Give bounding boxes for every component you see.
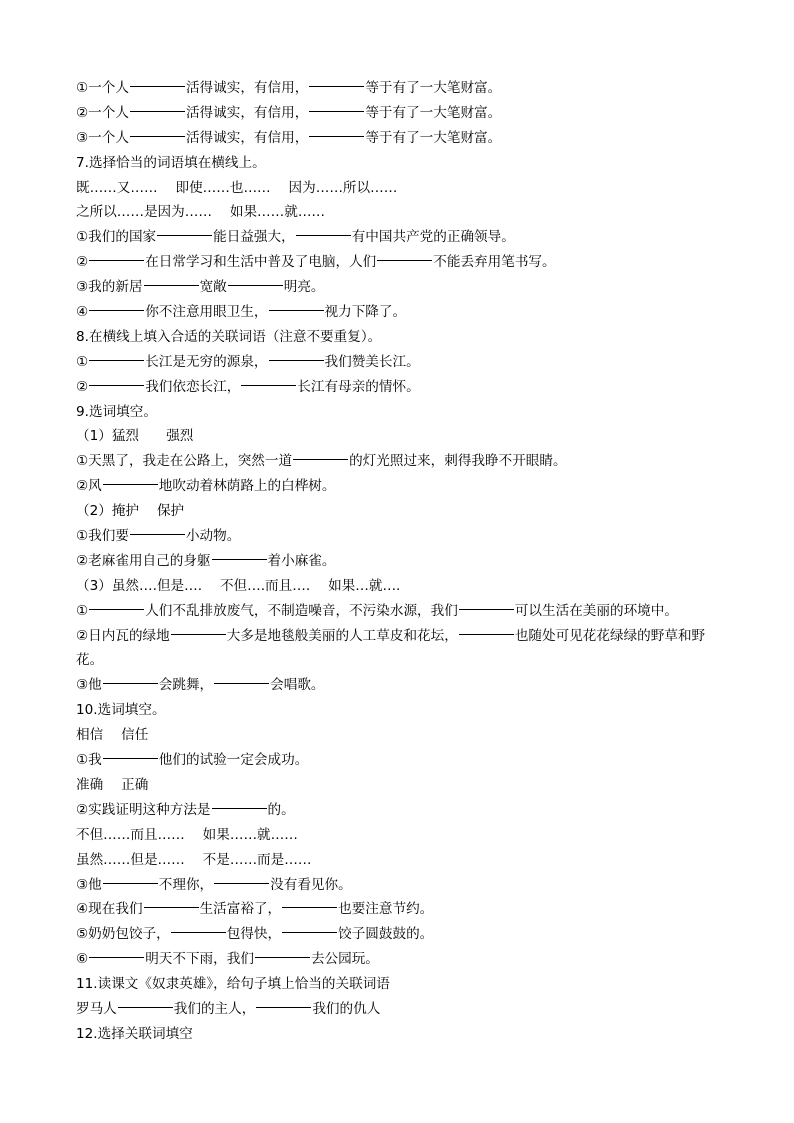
text-segment: ③他 <box>76 677 102 694</box>
text-segment: 大多是地毯般美丽的人工草皮和花坛， <box>226 627 458 644</box>
text-segment: 也随处可见花花绿绿的野草和野 <box>514 627 706 644</box>
q10-options-4 <box>76 848 726 873</box>
text-segment: 不理你， <box>158 876 214 893</box>
text-segment: 明天不下雨，我们 <box>145 951 254 968</box>
q11-title <box>76 972 726 997</box>
q9-3-item-1 <box>76 599 726 624</box>
q10-options-2 <box>76 773 726 798</box>
text-segment: ② <box>76 254 89 271</box>
fill-in-blank[interactable] <box>144 284 199 286</box>
fill-in-blank[interactable] <box>293 458 348 460</box>
q7-item-2 <box>76 250 726 275</box>
text-segment: 他们的试验一定会成功。 <box>158 752 309 769</box>
text-segment: 10.选词填空。 <box>76 702 166 719</box>
q7-item-3 <box>76 275 726 300</box>
fill-in-blank[interactable] <box>89 384 144 386</box>
fill-in-blank[interactable] <box>103 682 158 684</box>
text-segment: 没有看见你。 <box>270 876 352 893</box>
fill-in-blank[interactable] <box>130 533 185 535</box>
text-segment: 活得诚实，有信用， <box>185 129 309 146</box>
fill-in-blank[interactable] <box>89 359 144 361</box>
fill-in-blank[interactable] <box>282 906 337 908</box>
text-segment: 视力下降了。 <box>324 304 407 321</box>
text-segment: ②老麻雀用自己的身躯 <box>76 552 211 569</box>
q10-item-5 <box>76 922 726 947</box>
fill-in-blank[interactable] <box>228 284 283 286</box>
q7-options-2 <box>76 200 726 225</box>
fill-in-blank[interactable] <box>269 359 324 361</box>
text-segment: 生活富裕了， <box>199 901 282 918</box>
fill-in-blank[interactable] <box>89 956 144 958</box>
text-segment: 着小麻雀。 <box>267 552 336 569</box>
text-segment: ①我们的国家 <box>76 229 157 246</box>
q9-1-item-2 <box>76 474 726 499</box>
text-segment: 长江有母亲的情怀。 <box>297 378 420 395</box>
text-segment: 会跳舞， <box>158 677 214 694</box>
text-segment: ①天黑了，我走在公路上，突然一道 <box>76 453 293 470</box>
text-segment: 宽敞 <box>199 279 227 296</box>
q10-item-2 <box>76 798 726 823</box>
text-segment: （1）猛烈 强烈 <box>76 428 194 445</box>
q10-item-1 <box>76 748 726 773</box>
q7-options-1 <box>76 176 726 201</box>
text-segment: 12.选择关联词填空 <box>76 1025 193 1042</box>
fill-in-blank[interactable] <box>103 483 158 485</box>
text-segment: ④现在我们 <box>76 901 143 918</box>
fill-in-blank[interactable] <box>214 882 269 884</box>
q11-item-1 <box>76 997 726 1022</box>
q9-2-item-2 <box>76 549 726 574</box>
text-segment: 的灯光照过来，刺得我睁不开眼睛。 <box>349 453 567 470</box>
fill-in-blank[interactable] <box>459 633 514 635</box>
text-segment: 地吹动着林荫路上的白桦树。 <box>158 478 336 495</box>
text-segment: 你不注意用眼卫生， <box>145 304 268 321</box>
q9-3-item-2-cont <box>76 648 726 673</box>
fill-in-blank[interactable] <box>144 906 199 908</box>
text-segment: 长江是无穷的源泉， <box>145 353 268 370</box>
text-segment: 我们赞美长江。 <box>324 353 420 370</box>
q7-item-4 <box>76 300 726 325</box>
q9-title <box>76 400 726 425</box>
text-segment: 在日常学习和生活中普及了电脑，人们 <box>145 254 377 271</box>
text-segment: 等于有了一大笔财富。 <box>365 104 502 121</box>
text-segment: 也要注意节约。 <box>338 901 434 918</box>
text-segment: ②日内瓦的绿地 <box>76 627 170 644</box>
text-segment: ①我们要 <box>76 528 129 545</box>
fill-in-blank[interactable] <box>309 85 364 87</box>
q10-options-3 <box>76 823 726 848</box>
text-segment: ⑥ <box>76 951 89 968</box>
fill-in-blank[interactable] <box>171 931 226 933</box>
text-segment: 饺子圆鼓鼓的。 <box>338 926 434 943</box>
fill-in-blank[interactable] <box>309 135 364 137</box>
text-segment: 去公园玩。 <box>310 951 379 968</box>
text-segment: ④ <box>76 304 89 321</box>
fill-in-blank[interactable] <box>212 807 267 809</box>
fill-in-blank[interactable] <box>377 259 432 261</box>
text-segment: ①一个人 <box>76 80 129 96</box>
text-segment: ②一个人 <box>76 104 129 121</box>
text-segment: 11.读课文《奴隶英雄》，给句子填上恰当的关联词语 <box>76 976 390 993</box>
q9-1-item-1 <box>76 449 726 474</box>
q10-item-4 <box>76 897 726 922</box>
q7-item-1 <box>76 225 726 250</box>
text-segment: 包得快， <box>226 926 282 943</box>
q7-title <box>76 151 726 176</box>
text-segment: 之所以……是因为…… 如果……就…… <box>76 204 326 221</box>
text-segment: ③他 <box>76 876 102 893</box>
q6-item-2 <box>76 101 726 126</box>
text-segment: ② <box>76 378 89 395</box>
text-segment: 8.在横线上填入合适的关联词语（注意不要重复）。 <box>76 328 382 345</box>
text-segment: 我们的主人， <box>173 1000 256 1017</box>
fill-in-blank[interactable] <box>89 309 144 311</box>
text-segment: 活得诚实，有信用， <box>185 104 309 121</box>
text-segment: 我们依恋长江， <box>145 378 241 395</box>
fill-in-blank[interactable] <box>269 309 324 311</box>
fill-in-blank[interactable] <box>89 608 144 610</box>
q8-item-1 <box>76 350 726 375</box>
text-segment: 7.选择恰当的词语填在横线上。 <box>76 154 266 171</box>
fill-in-blank[interactable] <box>103 757 158 759</box>
text-segment: 既……又…… 即使……也…… 因为……所以…… <box>76 179 398 196</box>
q9-group-1 <box>76 424 726 449</box>
text-segment: 不能丢弃用笔书写。 <box>433 254 556 271</box>
text-segment: 花。 <box>76 652 104 669</box>
text-segment: ①我 <box>76 752 102 769</box>
q8-title <box>76 325 726 350</box>
text-segment: 能日益强大， <box>213 229 295 246</box>
q6-item-3 <box>76 126 726 151</box>
fill-in-blank[interactable] <box>296 234 351 236</box>
fill-in-blank[interactable] <box>255 956 310 958</box>
text-segment: 明亮。 <box>283 279 325 296</box>
fill-in-blank[interactable] <box>309 110 364 112</box>
text-segment: 会唱歌。 <box>270 677 325 694</box>
text-segment: ②实践证明这种方法是 <box>76 801 211 818</box>
fill-in-blank[interactable] <box>214 682 269 684</box>
text-segment: 可以生活在美丽的环境中。 <box>514 602 678 619</box>
fill-in-blank[interactable] <box>130 85 185 87</box>
fill-in-blank[interactable] <box>157 234 212 236</box>
q9-2-item-1 <box>76 524 726 549</box>
fill-in-blank[interactable] <box>89 259 144 261</box>
fill-in-blank[interactable] <box>241 384 296 386</box>
text-segment: ②风 <box>76 478 102 495</box>
text-segment: 虽然……但是…… 不是……而是…… <box>76 851 312 868</box>
fill-in-blank[interactable] <box>103 882 158 884</box>
fill-in-blank[interactable] <box>459 608 514 610</box>
text-segment: ① <box>76 353 89 370</box>
text-segment: 不但……而且…… 如果……就…… <box>76 826 298 843</box>
fill-in-blank[interactable] <box>212 558 267 560</box>
q12-title <box>76 1022 726 1047</box>
text-segment: （2）掩护 保护 <box>76 503 185 520</box>
fill-in-blank[interactable] <box>118 1006 173 1008</box>
fill-in-blank[interactable] <box>256 1006 311 1008</box>
q9-group-3 <box>76 574 726 599</box>
text-segment: 9.选词填空。 <box>76 403 157 420</box>
text-segment: 等于有了一大笔财富。 <box>365 129 502 146</box>
text-segment: （3）虽然….但是…. 不但….而且…. 如果…就…. <box>76 577 401 594</box>
worksheet-content <box>76 76 726 1047</box>
q9-group-2 <box>76 499 726 524</box>
text-segment: 小动物。 <box>185 528 241 545</box>
q10-title <box>76 698 726 723</box>
text-segment: 有中国共产党的正确领导。 <box>351 229 515 246</box>
q10-item-3 <box>76 873 726 898</box>
text-segment: 的。 <box>267 801 295 818</box>
fill-in-blank[interactable] <box>171 633 226 635</box>
text-segment: 我们的仇人 <box>312 1000 381 1017</box>
q9-3-item-3 <box>76 673 726 698</box>
text-segment: 罗马人 <box>76 1000 117 1017</box>
q6-item-1 <box>76 76 726 101</box>
text-segment: 等于有了一大笔财富。 <box>365 80 502 96</box>
text-segment: ③我的新居 <box>76 279 143 296</box>
text-segment: 人们不乱排放废气，不制造噪音，不污染水源，我们 <box>145 602 458 619</box>
text-segment: ① <box>76 602 89 619</box>
q10-item-6 <box>76 947 726 972</box>
fill-in-blank[interactable] <box>282 931 337 933</box>
q10-options-1 <box>76 723 726 748</box>
q9-3-item-2 <box>76 624 726 649</box>
text-segment: 相信 信任 <box>76 727 149 744</box>
fill-in-blank[interactable] <box>130 110 185 112</box>
text-segment: 准确 正确 <box>76 776 149 793</box>
text-segment: 活得诚实，有信用， <box>185 80 309 96</box>
text-segment: ③一个人 <box>76 129 129 146</box>
fill-in-blank[interactable] <box>130 135 185 137</box>
q8-item-2 <box>76 375 726 400</box>
text-segment: ⑤奶奶包饺子， <box>76 926 170 943</box>
